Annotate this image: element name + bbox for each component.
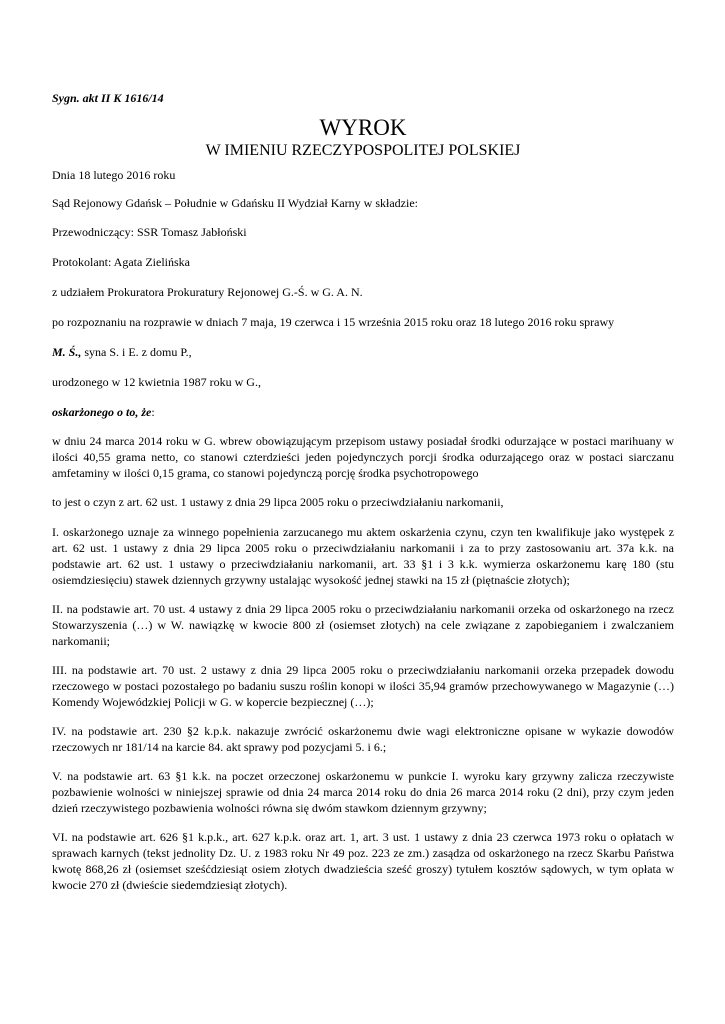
defendant-parents: syna S. i E. z domu P., — [81, 345, 192, 359]
verdict-point: V. na podstawie art. 63 §1 k.k. na poczet orzeczonej oskarżonemu w punkcie I. wyroku kary grzywny zalicza rzeczywiste pozbawienie wolności w niniejszej sprawie od dnia 24 marca 2014 roku do dnia 26 marca 2014 roku (2 dni), przy czym jeden dzień rzeczywistego pozbawienia wolności równa się dwóm stawkom dziennym grzywny; — [52, 769, 674, 815]
accused-heading — [52, 404, 674, 420]
defendant-name: M. Ś., — [52, 345, 82, 359]
accused-colon: : — [151, 405, 155, 419]
document-subtitle: W IMIENIU RZECZYPOSPOLITEJ POLSKIEJ — [205, 142, 521, 159]
court-composition: Sąd Rejonowy Gdańsk – Południe w Gdańsku II Wydział Karny w składzie: — [52, 196, 418, 210]
document-title: WYROK — [319, 115, 407, 140]
hearing-line: po rozpoznaniu na rozprawie w dniach 7 maja, 19 czerwca i 15 września 2015 roku oraz 18 lutego 2016 roku sprawy — [52, 315, 615, 329]
defendant-line — [52, 344, 674, 360]
court-clerk: Protokolant: Agata Zielińska — [52, 255, 190, 269]
charge-description: w dniu 24 marca 2014 roku w G. wbrew obowiązującym przepisom ustawy posiadał środki odurzające w postaci marihuany w ilości 40,55 grama netto, co stanowi czterdzieści jeden pojedynczych porcji środka odurzającego oraz w postaci siarczanu amfetaminy w ilości 0,15 grama, co stanowi pojedynczą porcję środka psychotropowego — [52, 434, 674, 480]
verdict-point: IV. na podstawie art. 230 §2 k.p.k. nakazuje zwrócić oskarżonemu dwie wagi elektroniczne opisane w wykazie dowodów rzeczowych nr 181/14 na karcie 84. akt sprawy pod pozycjami 5. i 6.; — [52, 724, 674, 754]
verdict-point: II. na podstawie art. 70 ust. 4 ustawy z dnia 29 lipca 2005 roku o przeciwdziałaniu narkomanii orzeka od oskarżonego na rzecz Stowarzyszenia (…) w W. nawiązkę w kwocie 800 zł (osiemset złotych) na cele związane z zapobieganiem i zwalczaniem narkomanii; — [52, 602, 674, 648]
verdict-point: I. oskarżonego uznaje za winnego popełnienia zarzucanego mu aktem oskarżenia czynu, czyn ten kwalifikuje jako występek z art. 62 ust. 1 ustawy z dnia 29 lipca 2005 roku o przeciwdziałaniu narkomanii i za to przy zastosowaniu art. 37a k.k. na podstawie art. 62 ust. 1 ustawy o przeciwdziałaniu narkomanii, art. 33 §1 i 3 k.k. wymierza oskarżonemu karę 180 (stu osiemdziesięciu) stawek dziennych grzywny ustalając wysokość jednej stawki na 15 zł (piętnaście złotych); — [52, 525, 674, 587]
verdict-point: VI. na podstawie art. 626 §1 k.p.k., art. 627 k.p.k. oraz art. 1, art. 3 ust. 1 ustawy z dnia 23 czerwca 1973 roku o opłatach w sprawach karnych (tekst jednolity Dz. U. z 1983 roku Nr 49 poz. 223 ze zm.) zasądza od oskarżonego na rzecz Skarbu Państwa kwotę 868,26 zł (osiemset sześćdziesiąt osiem złotych dwadzieścia sześć groszy) tytułem kosztów sądowych, w tym opłata w kwocie 270 zł (dwieście siedemdziesiąt złotych). — [52, 830, 674, 892]
case-signature: Sygn. akt II K 1616/14 — [52, 91, 164, 105]
judgment-document — [52, 90, 674, 893]
prosecutor-line: z udziałem Prokuratora Prokuratury Rejonowej G.-Ś. w G. A. N. — [52, 285, 363, 299]
presiding-judge: Przewodniczący: SSR Tomasz Jabłoński — [52, 225, 247, 239]
accused-label: oskarżonego o to, że — [52, 405, 152, 419]
defendant-birth: urodzonego w 12 kwietnia 1987 roku w G., — [52, 375, 261, 389]
judgment-date: Dnia 18 lutego 2016 roku — [52, 168, 176, 182]
charge-legal-basis: to jest o czyn z art. 62 ust. 1 ustawy z dnia 29 lipca 2005 roku o przeciwdziałaniu narkomanii, — [52, 495, 504, 509]
verdict-point: III. na podstawie art. 70 ust. 2 ustawy z dnia 29 lipca 2005 roku o przeciwdziałaniu narkomanii orzeka przepadek dowodu rzeczowego w postaci pozostałego po badaniu suszu roślin konopi w ilości 35,94 gramów przechowywanego w Magazynie (…) Komendy Wojewódzkiej Policji w G. w kopercie bezpiecznej (…); — [52, 663, 674, 709]
